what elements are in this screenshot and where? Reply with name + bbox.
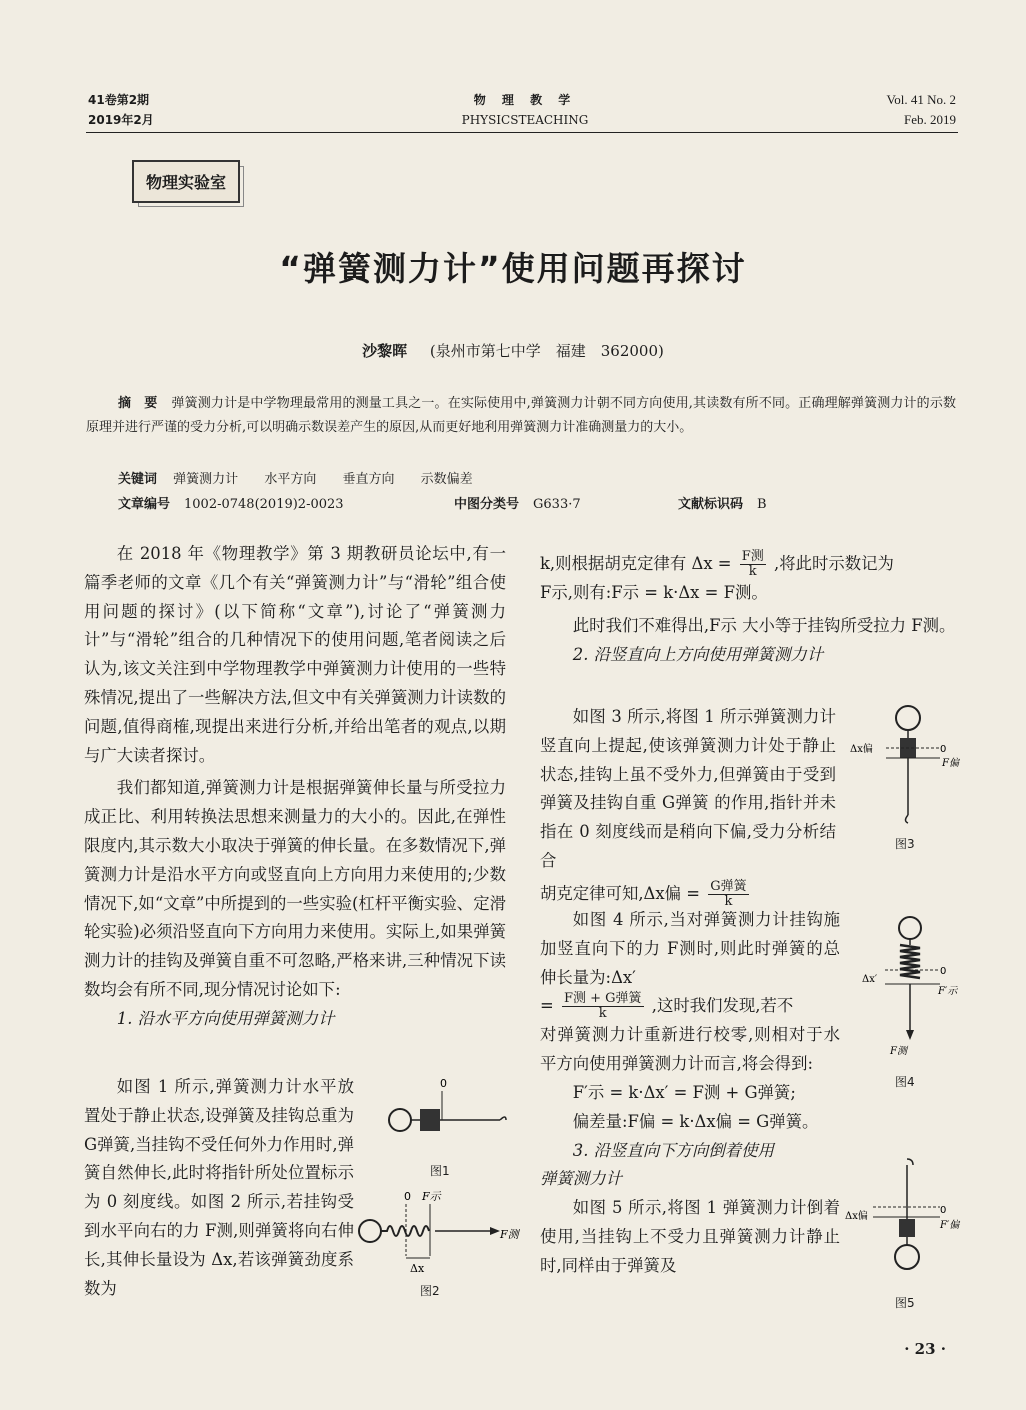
fig2-dx-label: Δx <box>410 1262 425 1275</box>
journal-name-cn: 物 理 教 学 <box>473 93 577 107</box>
fig4-dx-label: Δx′ <box>862 974 878 985</box>
article-no-label: 文章编号 <box>118 497 171 512</box>
paragraph: 此时我们不难得出,F示 大小等于挂钩所受拉力 F测。 <box>572 615 956 635</box>
section-tag: 物理实验室 <box>132 160 240 203</box>
doc-code-label: 文献标识码 <box>678 497 744 512</box>
figure-5 <box>845 1155 970 1285</box>
equation: F′示 = k·Δx′ = F测 + G弹簧; <box>572 1082 796 1102</box>
fraction <box>740 550 766 579</box>
date-en: Feb. 2019 <box>904 112 956 127</box>
fraction <box>708 880 748 909</box>
paragraph: 对弹簧测力计重新进行校零,则相对于水平方向使用弹簧测力计而言,将会得到: <box>540 1025 840 1074</box>
paragraph: 在 2018 年《物理教学》第 3 期教研员论坛中,有一篇季老师的文章《几个有关“弹簧测力计”与“滑轮”组合使用问题的探讨》(以下简称“文章”),讨论了“弹簧测力计”与“滑轮”组合的几种情况下的使用问题,笔者阅读之后认为,该文关注到中学物理教学中弹簧测力计使用的一些特殊情况,提出了一些解决方法,但文中有关弹簧测力计读数的问题,值得商榷,现提出来进行分析,并给出笔者的观点,以期与广大读者探讨。 <box>84 544 506 765</box>
text-run: ,将此时示数记为 <box>773 554 894 573</box>
figure-1 <box>380 1075 520 1155</box>
fraction <box>562 992 644 1021</box>
spring-coil <box>899 1219 915 1237</box>
author-line <box>0 340 1026 361</box>
volume-cn: 41卷第2期 <box>88 93 150 107</box>
ring <box>389 1109 411 1131</box>
spring-coil <box>900 945 920 978</box>
fig4-zero-label: 0 <box>940 966 947 977</box>
journal-name-en: PHYSICSTEACHING <box>461 113 589 127</box>
fig4-measured-label: F测 <box>890 1046 907 1057</box>
header-right <box>887 90 956 130</box>
text-run: = <box>540 996 554 1016</box>
fig4-force-label: F′示 <box>938 986 958 997</box>
section-heading: 1. 沿水平方向使用弹簧测力计 <box>116 1008 335 1028</box>
figure-caption: 图3 <box>895 837 915 851</box>
paragraph <box>540 550 958 579</box>
header-rule <box>86 132 958 133</box>
paragraph: 如图 4 所示,当对弹簧测力计挂钩施加竖直向下的力 F测时,则此时弹簧的总伸长量为:Δx′ <box>540 910 840 987</box>
fraction-numerator: F测 + G弹簧 <box>563 991 642 1007</box>
left-column <box>84 540 506 1034</box>
fig2-zero-label: 0 <box>404 1190 411 1203</box>
fraction-numerator: G弹簧 <box>710 878 747 894</box>
section-heading: 3. 沿竖直向下方向倒着使用 <box>572 1140 774 1160</box>
text-run: 胡克定律可知,Δx偏 = <box>540 883 700 903</box>
arrow-icon <box>490 1227 500 1235</box>
author-name: 沙黎晖 <box>362 342 408 360</box>
clc-code: G633·7 <box>533 497 581 512</box>
right-column <box>540 550 958 669</box>
paragraph: 如图 1 所示,弹簧测力计水平放置处于静止状态,设弹簧及挂钩总重为 G弹簧,当挂钩不受任何外力作用时,弹簧自然伸长,此时将指针所处位置标示为 0 刻度线。如图 2 所示,若挂钩受到水平向右的力 F测,则弹簧将向右伸长,其伸长量设为 Δx,若该弹簧劲度系数为 <box>84 1077 354 1298</box>
fraction-denominator: k <box>598 1006 607 1022</box>
section-heading: 弹簧测力计 <box>540 1169 622 1189</box>
keywords-label: 关键词 <box>118 472 158 487</box>
fig1-zero-label: 0 <box>440 1077 447 1090</box>
fraction-numerator: F测 <box>741 549 764 564</box>
fraction-denominator: k <box>724 893 733 909</box>
clc-label: 中图分类号 <box>454 497 520 512</box>
header-left <box>88 90 154 130</box>
fraction-denominator: k <box>748 564 757 579</box>
arrow-icon <box>906 1030 914 1040</box>
header-center <box>400 90 650 130</box>
author-affiliation: (泉州市第七中学 福建 362000) <box>429 342 664 360</box>
spring-coil <box>420 1109 440 1131</box>
paragraph <box>540 880 836 909</box>
keyword: 垂直方向 <box>342 472 395 487</box>
figure-caption: 图5 <box>895 1296 915 1310</box>
figure-caption: 图4 <box>895 1075 915 1089</box>
paragraph <box>540 992 840 1021</box>
paragraph: 我们都知道,弹簧测力计是根据弹簧伸长量与所受拉力成正比、利用转换法思想来测量力的大小的。因此,在弹性限度内,其示数大小取决于弹簧的伸长量。在多数情况下,弹簧测力计是沿水平方向或竖直向上方向用力来使用的;少数情况下,如“文章”中所提到的一些实验(杠杆平衡实验、定滑轮实验)必须沿竖直向下方向用力来使用。实际上,如果弹簧测力计的挂钩及弹簧自重不可忽略,严格来讲,三种情况下读数均会有所不同,现分情况讨论如下: <box>84 778 506 999</box>
abstract-text: 弹簧测力计是中学物理最常用的测量工具之一。在实际使用中,弹簧测力计朝不同方向使用,其读数有所不同。正确理解弹簧测力计的示数原理并进行严谨的受力分析,可以明确示数误差产生的原因,从而更好地利用弹簧测力计准确测量力的大小。 <box>86 396 956 435</box>
spring-coil <box>381 1226 429 1236</box>
abstract-label: 摘 要 <box>118 396 158 411</box>
section-heading: 2. 沿竖直向上方向使用弹簧测力计 <box>572 644 824 664</box>
keyword: 水平方向 <box>264 472 317 487</box>
fig5-dx-label: Δx偏 <box>845 1211 868 1222</box>
fig3-zero-label: 0 <box>940 744 947 755</box>
abstract <box>86 392 956 440</box>
keyword: 弹簧测力计 <box>173 472 239 487</box>
right-column-wrap-2 <box>540 906 840 1281</box>
left-column-wrap <box>84 1073 354 1303</box>
figure-3 <box>848 700 968 830</box>
fig3-dx-label: Δx偏 <box>850 744 873 755</box>
paragraph: 如图 3 所示,将图 1 所示弹簧测力计竖直向上提起,使该弹簧测力计处于静止状态,挂钩上虽不受外力,但弹簧由于受到弹簧及挂钩自重 G弹簧 的作用,指针并未指在 0 刻度线而是稍向下偏,受力分析结合 <box>540 707 836 870</box>
fig5-zero-label: 0 <box>940 1205 947 1216</box>
fig3-force-label: F偏 <box>942 758 959 769</box>
paragraph: 如图 5 所示,将图 1 弹簧测力计倒着使用,当挂钩上不受力且弹簧测力计静止时,同样由于弹簧及 <box>540 1198 840 1275</box>
keyword: 示数偏差 <box>420 472 473 487</box>
paragraph: F示,则有:F示 = k·Δx = F测。 <box>540 583 768 602</box>
keywords <box>118 468 495 492</box>
text-run: ,这时我们发现,若不 <box>651 996 794 1016</box>
equation: 偏差量:F偏 = k·Δx偏 = G弹簧。 <box>572 1111 819 1131</box>
date-cn: 2019年2月 <box>88 113 154 127</box>
article-no: 1002-0748(2019)2-0023 <box>184 497 344 512</box>
volume-en: Vol. 41 No. 2 <box>886 92 956 107</box>
page-number: · 23 · <box>904 1340 946 1358</box>
doc-code: B <box>757 497 767 512</box>
figure-caption: 图2 <box>420 1284 440 1298</box>
article-title: “弹簧测力计”使用问题再探讨 <box>279 249 747 288</box>
right-column-wrap-1 <box>540 703 836 909</box>
fig5-force-label: F′偏 <box>940 1220 960 1231</box>
figure-2 <box>350 1186 520 1286</box>
figure-4 <box>860 912 970 1067</box>
fig2-force-label: F示 <box>422 1190 441 1203</box>
figure-caption: 图1 <box>430 1164 450 1178</box>
text-run: k,则根据胡克定律有 Δx = <box>540 554 732 573</box>
fig2-measured-label: F测 <box>500 1228 519 1241</box>
